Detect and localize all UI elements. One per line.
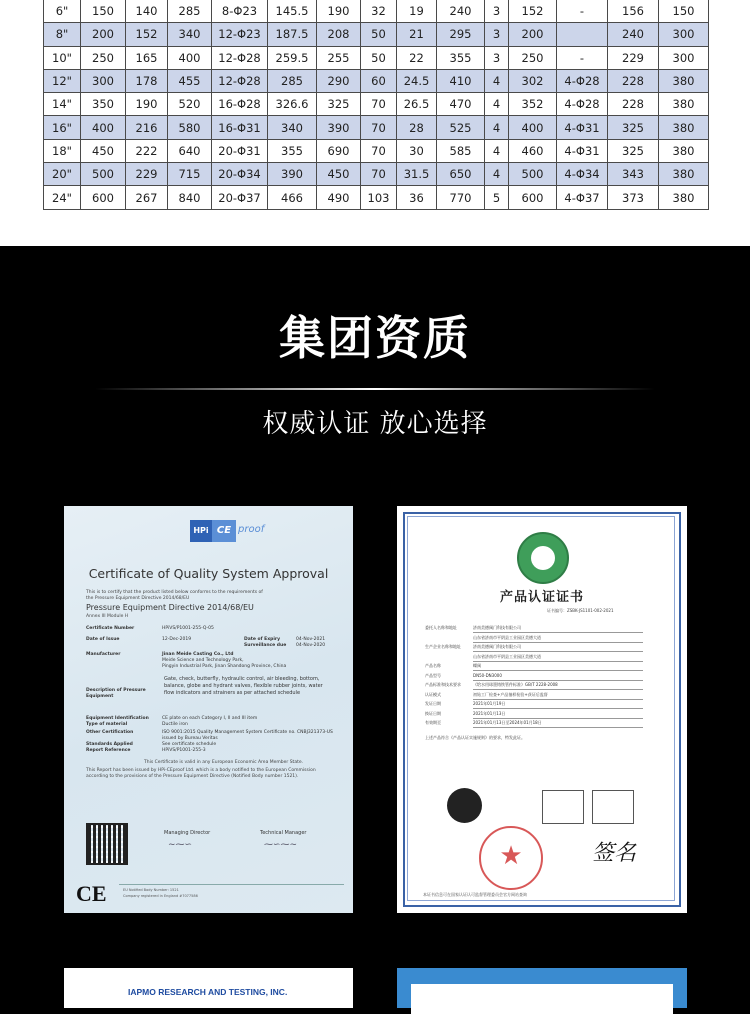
table-cell: 285 bbox=[168, 0, 212, 23]
table-cell: 24.5 bbox=[397, 69, 437, 92]
table-cell: 16-Φ28 bbox=[212, 93, 268, 116]
table-cell: 190 bbox=[126, 93, 168, 116]
table-cell: 290 bbox=[317, 69, 361, 92]
table-cell: 200 bbox=[509, 23, 557, 46]
ce-certificate-image[interactable]: HPi CE proof Certificate of Quality System Approval This is to certify that the product listed below conforms to the requirements of the Pressure Equipment Directive 2014/68/EU Pressure Equipment Directive 2014/68/EU Annex III Module H Certificate Number HPiVS/P1001-255-Q-05 Date of Issue 12-Dec-2019 Date of Expiry 04-Nov-2021 Surveillance due 04-Nov-2020 Manufacturer Jinan Meide Casting Co., Ltd Meide Science and Technology Park, Pingyin Industrial Park, Jinan Shandong Province, China Description of Pressure Equipment Gate, check, butterfly, hydraulic control, air bleeding, bottom, balance, globe and hydrant valves, flexible rubber joints, water flow indicators and strainers as per attached schedule Equipment Identification CE plate on each Category I, II and III item Type of material Ductile iron Other Certification ISO 9001:2015 Quality Management System Certificate no. CNBJ321373-US issued by Bureau Veritas Standards Applied See certificate schedule Report Reference HPiVS/P1001-255-3 This Certificate is valid in any European Economic Area Member State. This Report has been issued by HPi-CEproof Ltd. which is a body notified to the European Commission according to the provisions of the Pressure Equipment Directive (Notified Body number 1521). Managing Director Technical Manager ~⁓∽ ⁓∽⁓~ CE EU Notified Body Number: 1521 Company registered in England #7077586 bbox=[64, 506, 353, 913]
table-cell: 228 bbox=[608, 69, 659, 92]
table-cell: 340 bbox=[168, 23, 212, 46]
table-cell: 600 bbox=[81, 186, 126, 209]
table-cell: 200 bbox=[81, 23, 126, 46]
table-cell: 500 bbox=[81, 163, 126, 186]
table-cell: 500 bbox=[509, 163, 557, 186]
table-cell: 12-Φ28 bbox=[212, 69, 268, 92]
table-cell: 12-Φ23 bbox=[212, 23, 268, 46]
table-cell: 340 bbox=[268, 116, 317, 139]
table-cell: 250 bbox=[81, 46, 126, 69]
table-cell: 20-Φ31 bbox=[212, 139, 268, 162]
table-cell: 16-Φ31 bbox=[212, 116, 268, 139]
table-cell: 24" bbox=[44, 186, 81, 209]
table-cell: 715 bbox=[168, 163, 212, 186]
table-cell: 103 bbox=[361, 186, 397, 209]
table-cell: 490 bbox=[317, 186, 361, 209]
signature-icon: ⁓∽⁓~ bbox=[264, 840, 298, 850]
table-cell: 380 bbox=[659, 186, 709, 209]
table-row bbox=[44, 139, 709, 162]
table-cell: 50 bbox=[361, 23, 397, 46]
table-cell: 228 bbox=[608, 93, 659, 116]
table-row bbox=[44, 186, 709, 209]
table-cell: 19 bbox=[397, 0, 437, 23]
table-cell: 640 bbox=[168, 139, 212, 162]
table-cell: 4-Φ37 bbox=[557, 186, 608, 209]
table-cell: 70 bbox=[361, 116, 397, 139]
table-cell: 250 bbox=[509, 46, 557, 69]
table-cell: 28 bbox=[397, 116, 437, 139]
table-row bbox=[44, 163, 709, 186]
table-cell: 380 bbox=[659, 163, 709, 186]
table-cell: 380 bbox=[659, 93, 709, 116]
table-cell: 20-Φ34 bbox=[212, 163, 268, 186]
iapmo-certificate-image[interactable]: IAPMO RESEARCH AND TESTING, INC. bbox=[64, 968, 353, 1008]
product-certification-image[interactable]: 产品认证证书 证书编号：ZSBK-JS1101-002-2021 委托人名称和地址 济南美德阀门科技有限公司 山东省济南市平阴县工业园区美德大道 生产企业名称和地址 济南美德阀门科技有限公司 山东省济南市平阴县工业园区美德大道 产品名称 蝶阀 产品型号 DN50-DN3000 产品标准和技术要求 《给水用球墨铸铁管件标准》GB/T 2228-2008 认证模式 初始工厂检查+产品抽样检验+获证后监督 发证日期 2021年01月19日 换证日期 2021年01月13日 有效期至 2021年01月13日至2024年01月18日 上述产品符合《产品认证实施规则》的要求，特发此证。 ★ 签名 本证书信息可在国家认证认可监督管理委员会官方网站查询 bbox=[397, 506, 687, 913]
table-cell: 3 bbox=[485, 23, 509, 46]
table-cell: 585 bbox=[437, 139, 485, 162]
table-cell: 840 bbox=[168, 186, 212, 209]
table-cell: 187.5 bbox=[268, 23, 317, 46]
table-cell: 325 bbox=[317, 93, 361, 116]
product-mark-icon bbox=[447, 788, 482, 823]
spec-table-section bbox=[0, 0, 750, 246]
table-cell: 350 bbox=[81, 93, 126, 116]
table-cell: 390 bbox=[317, 116, 361, 139]
table-cell: 50 bbox=[361, 46, 397, 69]
table-cell: 240 bbox=[437, 0, 485, 23]
table-cell: 4-Φ28 bbox=[557, 93, 608, 116]
table-cell: - bbox=[557, 46, 608, 69]
table-cell: 70 bbox=[361, 93, 397, 116]
certificate-footer: EU Notified Body Number: 1521 Company registered in England #7077586 bbox=[119, 884, 344, 907]
certification-logo-icon bbox=[517, 532, 569, 584]
table-cell: 380 bbox=[659, 69, 709, 92]
table-cell: 240 bbox=[608, 23, 659, 46]
table-cell: 3 bbox=[485, 0, 509, 23]
table-cell: 145.5 bbox=[268, 0, 317, 23]
table-cell: 216 bbox=[126, 116, 168, 139]
table-row bbox=[44, 46, 709, 69]
certificate-title: Certificate of Quality System Approval bbox=[88, 566, 329, 581]
table-cell: 10" bbox=[44, 46, 81, 69]
table-cell: 18" bbox=[44, 139, 81, 162]
table-cell: 32 bbox=[361, 0, 397, 23]
table-cell: 22 bbox=[397, 46, 437, 69]
table-row bbox=[44, 23, 709, 46]
table-cell: 152 bbox=[509, 0, 557, 23]
table-cell: 355 bbox=[437, 46, 485, 69]
table-cell: 302 bbox=[509, 69, 557, 92]
table-row bbox=[44, 69, 709, 92]
table-cell: 150 bbox=[81, 0, 126, 23]
table-cell: 690 bbox=[317, 139, 361, 162]
table-cell: 650 bbox=[437, 163, 485, 186]
table-cell: 229 bbox=[126, 163, 168, 186]
spec-table bbox=[43, 0, 709, 210]
table-cell: 165 bbox=[126, 46, 168, 69]
table-cell: 259.5 bbox=[268, 46, 317, 69]
table-cell: 14" bbox=[44, 93, 81, 116]
table-row bbox=[44, 116, 709, 139]
table-cell: 70 bbox=[361, 139, 397, 162]
table-cell: 352 bbox=[509, 93, 557, 116]
certificate-title: 产品认证证书 bbox=[499, 590, 584, 605]
table-cell: 300 bbox=[81, 69, 126, 92]
table-cell: 285 bbox=[268, 69, 317, 92]
table-cell: 8-Φ23 bbox=[212, 0, 268, 23]
table-cell: 4-Φ31 bbox=[557, 139, 608, 162]
table-cell: 373 bbox=[608, 186, 659, 209]
table-cell: 4 bbox=[485, 116, 509, 139]
directive-name: Pressure Equipment Directive 2014/68/EU bbox=[86, 603, 254, 612]
table-cell: 450 bbox=[81, 139, 126, 162]
table-cell: 222 bbox=[126, 139, 168, 162]
table-cell: 156 bbox=[608, 0, 659, 23]
table-cell: 21 bbox=[397, 23, 437, 46]
table-cell: 4-Φ34 bbox=[557, 163, 608, 186]
table-cell: 390 bbox=[268, 163, 317, 186]
table-cell: 178 bbox=[126, 69, 168, 92]
table-cell: 580 bbox=[168, 116, 212, 139]
table-cell: 325 bbox=[608, 139, 659, 162]
table-cell: 4 bbox=[485, 93, 509, 116]
section-title: 集团资质 bbox=[279, 311, 471, 365]
table-cell: 525 bbox=[437, 116, 485, 139]
table-cell: 20" bbox=[44, 163, 81, 186]
table-cell: 4 bbox=[485, 139, 509, 162]
table-cell: 400 bbox=[81, 116, 126, 139]
table-cell: 36 bbox=[397, 186, 437, 209]
table-cell: 300 bbox=[659, 46, 709, 69]
table-cell: 70 bbox=[361, 163, 397, 186]
table-cell: 4 bbox=[485, 69, 509, 92]
signature-icon: 签名 bbox=[592, 841, 637, 866]
table-cell: 208 bbox=[317, 23, 361, 46]
table-cell: 455 bbox=[168, 69, 212, 92]
red-seal-icon: ★ bbox=[479, 826, 543, 890]
table-cell: 770 bbox=[437, 186, 485, 209]
table-cell: 26.5 bbox=[397, 93, 437, 116]
table-cell: 12-Φ28 bbox=[212, 46, 268, 69]
table-cell: 295 bbox=[437, 23, 485, 46]
table-cell: 4-Φ31 bbox=[557, 116, 608, 139]
table-cell: 267 bbox=[126, 186, 168, 209]
table-cell: 300 bbox=[659, 23, 709, 46]
qr-code-icon bbox=[86, 823, 128, 865]
table-cell: 31.5 bbox=[397, 163, 437, 186]
signature-icon: ~⁓∽ bbox=[168, 840, 193, 850]
table-cell: 16" bbox=[44, 116, 81, 139]
table-cell: 380 bbox=[659, 139, 709, 162]
table-cell: 30 bbox=[397, 139, 437, 162]
table-cell: 4 bbox=[485, 163, 509, 186]
table-cell: 255 bbox=[317, 46, 361, 69]
table-cell: 8" bbox=[44, 23, 81, 46]
table-cell: 3 bbox=[485, 46, 509, 69]
table-cell: 355 bbox=[268, 139, 317, 162]
section-subtitle: 权威认证 放心选择 bbox=[262, 409, 488, 439]
next-certificate-image[interactable] bbox=[397, 968, 687, 1008]
table-cell: 380 bbox=[659, 116, 709, 139]
table-cell: 325 bbox=[608, 116, 659, 139]
table-cell: 12" bbox=[44, 69, 81, 92]
table-cell: 520 bbox=[168, 93, 212, 116]
table-cell: - bbox=[557, 0, 608, 23]
table-cell: 400 bbox=[168, 46, 212, 69]
table-cell: 460 bbox=[509, 139, 557, 162]
table-cell: 229 bbox=[608, 46, 659, 69]
table-cell: 152 bbox=[126, 23, 168, 46]
table-cell: 190 bbox=[317, 0, 361, 23]
table-cell: 410 bbox=[437, 69, 485, 92]
table-cell: 140 bbox=[126, 0, 168, 23]
table-cell: 4-Φ28 bbox=[557, 69, 608, 92]
table-cell: 470 bbox=[437, 93, 485, 116]
table-cell: 20-Φ37 bbox=[212, 186, 268, 209]
table-cell: 600 bbox=[509, 186, 557, 209]
table-cell: 450 bbox=[317, 163, 361, 186]
table-cell: 5 bbox=[485, 186, 509, 209]
table-row bbox=[44, 93, 709, 116]
table-cell: 400 bbox=[509, 116, 557, 139]
table-cell: 326.6 bbox=[268, 93, 317, 116]
table-cell: 343 bbox=[608, 163, 659, 186]
title-divider bbox=[95, 388, 655, 390]
table-cell: 466 bbox=[268, 186, 317, 209]
table-cell: 150 bbox=[659, 0, 709, 23]
ce-mark-icon: CE bbox=[76, 881, 107, 906]
table-cell bbox=[557, 23, 608, 46]
table-cell: 60 bbox=[361, 69, 397, 92]
table-cell: 6" bbox=[44, 0, 81, 23]
table-row bbox=[44, 0, 709, 23]
